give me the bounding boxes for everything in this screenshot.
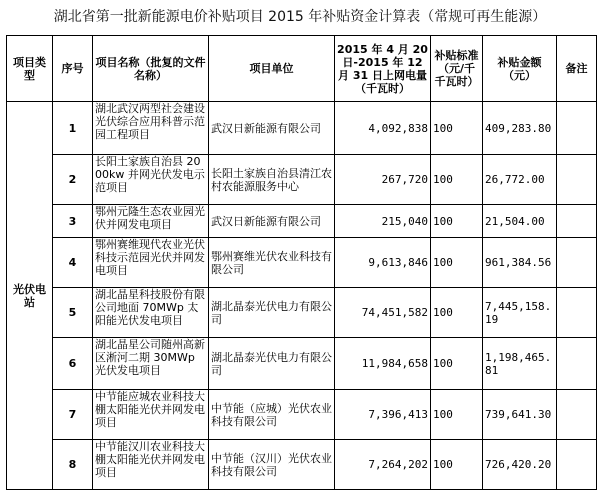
table-row: [7, 155, 597, 205]
standard-value: 100: [431, 440, 483, 490]
project-unit: 鄂州赛维光伏农业科技有限公司: [209, 238, 335, 288]
project-name: 鄂州元隆生态农业园光伏并网发电项目: [93, 205, 209, 238]
table-row: [7, 390, 597, 440]
page-title: 湖北省第一批新能源电价补贴项目 2015 年补贴资金计算表（常规可再生能源）: [53, 9, 547, 25]
amount-value: 1,198,465.81: [483, 338, 557, 390]
standard-value: 100: [431, 102, 483, 155]
project-name: 中节能汉川农业科技大棚太阳能光伏并网发电项目: [93, 440, 209, 490]
amount-value: 409,283.80: [483, 102, 557, 155]
subsidy-table: [6, 35, 597, 490]
table-row: [7, 288, 597, 338]
note-cell: [557, 205, 597, 238]
project-name: 鄂州赛维现代农业光伏科技示范园光伏并网发电项目: [93, 238, 209, 288]
row-no: 5: [53, 288, 93, 338]
header-amount: 补贴金额（元）: [483, 36, 557, 102]
project-unit: 湖北晶泰光伏电力有限公司: [209, 288, 335, 338]
row-no: 3: [53, 205, 93, 238]
project-name: 长阳土家族自治县 2000kw 并网光伏发电示范项目: [93, 155, 209, 205]
note-cell: [557, 390, 597, 440]
amount-value: 26,772.00: [483, 155, 557, 205]
header-unit: 项目单位: [209, 36, 335, 102]
standard-value: 100: [431, 238, 483, 288]
amount-value: 21,504.00: [483, 205, 557, 238]
project-name: 湖北武汉两型社会建设光伏综合应用科普示范园工程项目: [93, 102, 209, 155]
project-unit: 武汉日新能源有限公司: [209, 205, 335, 238]
table-header-row: [7, 36, 597, 102]
header-no: 序号: [53, 36, 93, 102]
header-note: 备注: [557, 36, 597, 102]
table-row: [7, 102, 597, 155]
table-row: [7, 440, 597, 490]
header-name: 项目名称（批复的文件名称）: [93, 36, 209, 102]
header-standard: 补贴标准（元/千千瓦时）: [431, 36, 483, 102]
note-cell: [557, 155, 597, 205]
standard-value: 100: [431, 205, 483, 238]
amount-value: 961,384.56: [483, 238, 557, 288]
electricity-value: 11,984,658: [335, 338, 431, 390]
project-unit: 中节能（汉川）光伏农业科技有限公司: [209, 440, 335, 490]
project-type-cell: 光伏电站: [7, 102, 53, 490]
amount-value: 7,445,158.19: [483, 288, 557, 338]
standard-value: 100: [431, 155, 483, 205]
project-name: 湖北晶星公司随州高新区淅河二期 30MWp 光伏发电项目: [93, 338, 209, 390]
note-cell: [557, 288, 597, 338]
row-no: 6: [53, 338, 93, 390]
note-cell: [557, 338, 597, 390]
electricity-value: 9,613,846: [335, 238, 431, 288]
note-cell: [557, 440, 597, 490]
note-cell: [557, 238, 597, 288]
standard-value: 100: [431, 390, 483, 440]
electricity-value: 267,720: [335, 155, 431, 205]
row-no: 4: [53, 238, 93, 288]
header-type: 项目类型: [7, 36, 53, 102]
electricity-value: 7,264,202: [335, 440, 431, 490]
electricity-value: 4,092,838: [335, 102, 431, 155]
row-no: 1: [53, 102, 93, 155]
table-row: [7, 338, 597, 390]
standard-value: 100: [431, 288, 483, 338]
electricity-value: 74,451,582: [335, 288, 431, 338]
project-unit: 中节能（应城）光伏农业科技有限公司: [209, 390, 335, 440]
table-row: [7, 238, 597, 288]
project-unit: 长阳土家族自治县清江农村农能源服务中心: [209, 155, 335, 205]
amount-value: 739,641.30: [483, 390, 557, 440]
amount-value: 726,420.20: [483, 440, 557, 490]
note-cell: [557, 102, 597, 155]
project-name: 湖北晶星科技股份有限公司地面 70MWp 太阳能光伏发电项目: [93, 288, 209, 338]
project-unit: 武汉日新能源有限公司: [209, 102, 335, 155]
electricity-value: 7,396,413: [335, 390, 431, 440]
standard-value: 100: [431, 338, 483, 390]
table-row: [7, 205, 597, 238]
project-name: 中节能应城农业科技大棚太阳能光伏并网发电项目: [93, 390, 209, 440]
row-no: 2: [53, 155, 93, 205]
row-no: 8: [53, 440, 93, 490]
header-electricity: 2015 年 4 月 20 日-2015 年 12 月 31 日上网电量（千瓦时）: [335, 36, 431, 102]
project-unit: 湖北晶泰光伏电力有限公司: [209, 338, 335, 390]
row-no: 7: [53, 390, 93, 440]
electricity-value: 215,040: [335, 205, 431, 238]
